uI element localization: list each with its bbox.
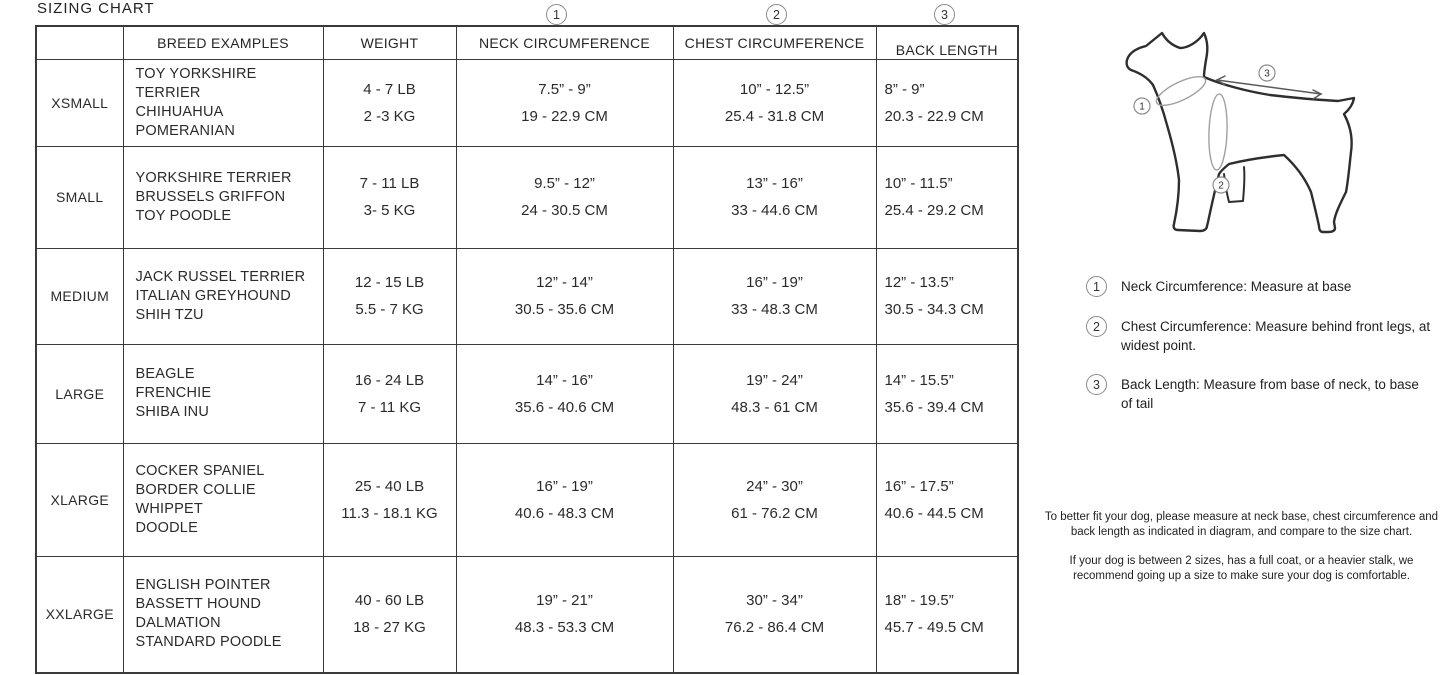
breed-examples-cell: TOY YORKSHIRE TERRIER CHIHUAHUA POMERANIAN [123, 59, 323, 146]
diagram-marker-3 [1259, 65, 1275, 81]
legend-marker-1: 1 [1086, 276, 1107, 297]
sizing-table [35, 25, 1019, 674]
measurement-legend [1086, 276, 1431, 432]
diagram-marker-2 [1213, 177, 1229, 193]
neck-measure-ellipse [1153, 71, 1209, 111]
svg-text:2: 2 [1218, 180, 1224, 192]
neck-cell: 19” - 21” 48.3 - 53.3 CM [456, 556, 673, 673]
table-row-small [36, 146, 1018, 248]
size-label: XSMALL [36, 59, 123, 146]
header-neck-circumference: NECK CIRCUMFERENCE [456, 26, 673, 59]
size-label: SMALL [36, 146, 123, 248]
size-label: MEDIUM [36, 248, 123, 344]
neck-cell: 16” - 19” 40.6 - 48.3 CM [456, 443, 673, 556]
size-label: LARGE [36, 344, 123, 443]
size-label: XXLARGE [36, 556, 123, 673]
weight-cell: 4 - 7 LB 2 -3 KG [323, 59, 456, 146]
breed-examples-cell: BEAGLE FRENCHIE SHIBA INU [123, 344, 323, 443]
size-label: XLARGE [36, 443, 123, 556]
neck-cell: 12” - 14” 30.5 - 35.6 CM [456, 248, 673, 344]
legend-marker-2: 2 [1086, 316, 1107, 337]
page-title: SIZING CHART [37, 0, 155, 17]
back-length-cell: 18” - 19.5” 45.7 - 49.5 CM [876, 556, 1018, 673]
neck-cell: 14” - 16” 35.6 - 40.6 CM [456, 344, 673, 443]
table-row-xsmall [36, 59, 1018, 146]
diagram-marker-1 [1134, 98, 1150, 114]
legend-text: Back Length: Measure from base of neck, to base of tail [1121, 377, 1419, 411]
chest-cell: 30” - 34” 76.2 - 86.4 CM [673, 556, 876, 673]
back-length-cell: 14” - 15.5” 35.6 - 39.4 CM [876, 344, 1018, 443]
column-marker-1: 1 [546, 4, 567, 25]
table-row-medium [36, 248, 1018, 344]
fit-notes [1038, 510, 1445, 598]
back-length-cell: 8” - 9” 20.3 - 22.9 CM [876, 59, 1018, 146]
legend-text: Neck Circumference: Measure at base [1121, 279, 1352, 294]
neck-cell: 9.5” - 12” 24 - 30.5 CM [456, 146, 673, 248]
weight-cell: 40 - 60 LB 18 - 27 KG [323, 556, 456, 673]
header-chest-circumference: CHEST CIRCUMFERENCE [673, 26, 876, 59]
legend-marker-3: 3 [1086, 374, 1107, 395]
legend-item-back [1086, 374, 1431, 413]
header-size [36, 26, 123, 59]
legend-item-chest [1086, 316, 1431, 355]
chest-cell: 13” - 16” 33 - 44.6 CM [673, 146, 876, 248]
table-row-xlarge [36, 443, 1018, 556]
fit-note-measure: To better fit your dog, please measure at neck base, chest circumference and back length as indicated in diagram, and compare to the size chart. [1044, 511, 1439, 538]
back-length-cell: 12” - 13.5” 30.5 - 34.3 CM [876, 248, 1018, 344]
header-weight: WEIGHT [323, 26, 456, 59]
table-header-row [36, 26, 1018, 59]
neck-cell: 7.5” - 9” 19 - 22.9 CM [456, 59, 673, 146]
table-row-xxlarge [36, 556, 1018, 673]
header-breed-examples: BREED EXAMPLES [123, 26, 323, 59]
fit-note-between-sizes: If your dog is between 2 sizes, has a full coat, or a heavier stalk, we recommend going up a size to make sure your dog is comfortable. [1069, 555, 1414, 582]
chest-cell: 19” - 24” 48.3 - 61 CM [673, 344, 876, 443]
breed-examples-cell: ENGLISH POINTER BASSETT HOUND DALMATION STANDARD POODLE [123, 556, 323, 673]
weight-cell: 16 - 24 LB 7 - 11 KG [323, 344, 456, 443]
column-marker-2: 2 [766, 4, 787, 25]
weight-cell: 7 - 11 LB 3- 5 KG [323, 146, 456, 248]
header-back-length: BACK LENGTH [876, 26, 1018, 59]
table-row-large [36, 344, 1018, 443]
chest-cell: 24” - 30” 61 - 76.2 CM [673, 443, 876, 556]
weight-cell: 25 - 40 LB 11.3 - 18.1 KG [323, 443, 456, 556]
chest-cell: 10” - 12.5” 25.4 - 31.8 CM [673, 59, 876, 146]
breed-examples-cell: COCKER SPANIEL BORDER COLLIE WHIPPET DOODLE [123, 443, 323, 556]
weight-cell: 12 - 15 LB 5.5 - 7 KG [323, 248, 456, 344]
dog-measurement-diagram [1100, 22, 1400, 257]
svg-text:3: 3 [1264, 68, 1270, 80]
back-length-cell: 10” - 11.5” 25.4 - 29.2 CM [876, 146, 1018, 248]
legend-item-neck [1086, 276, 1431, 297]
svg-text:1: 1 [1139, 101, 1145, 113]
breed-examples-cell: JACK RUSSEL TERRIER ITALIAN GREYHOUND SHIH TZU [123, 248, 323, 344]
column-marker-3: 3 [934, 4, 955, 25]
legend-text: Chest Circumference: Measure behind front legs, at widest point. [1121, 319, 1431, 353]
chest-cell: 16” - 19” 33 - 48.3 CM [673, 248, 876, 344]
back-length-cell: 16” - 17.5” 40.6 - 44.5 CM [876, 443, 1018, 556]
chest-measure-ellipse [1208, 94, 1229, 171]
breed-examples-cell: YORKSHIRE TERRIER BRUSSELS GRIFFON TOY POODLE [123, 146, 323, 248]
